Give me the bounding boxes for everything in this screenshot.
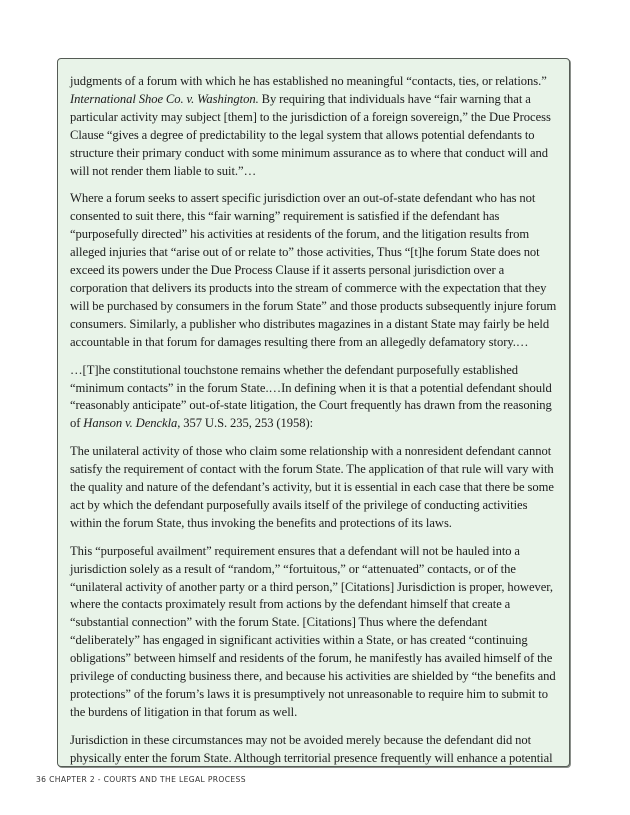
excerpt-paragraph-1 bbox=[70, 73, 558, 180]
excerpt-paragraph-3 bbox=[70, 362, 558, 434]
excerpt-paragraph-6 bbox=[70, 732, 558, 767]
paragraph-text: Where a forum seeks to assert specific jurisdiction over an out-of-state defendant who has not consented to suit there, this “fair warning” requirement is satisfied if the defendant has “purposefully directed” his activities at residents of the forum, and the litigation results from alleged injuries that “arise out of or relate to” those activities, Thus “[t]he forum State does not exceed its powers under the Due Process Clause if it asserts personal jurisdiction over a corporation that delivers its products into the stream of commerce with the expectation that they will be purchased by consumers in the forum State” and those products subsequently injure forum consumers. Similarly, a publisher who distributes magazines in a distant State may fairly be held accountable in that forum for damages resulting there from an allegedly defamatory story.… bbox=[70, 191, 557, 349]
case-citation: International Shoe Co. v. Washington. bbox=[70, 91, 259, 106]
excerpt-paragraph-4 bbox=[70, 443, 558, 533]
paragraph-text: This “purposeful availment” requirement ensures that a defendant will not be hauled into a jurisdiction solely as a result of “random,” “fortuitous,” or “attenuated” contacts, or of the “unilateral activity of another party or a third person,” [Citations] Jurisdiction is proper, however, where the contacts proximately result from actions by the defendant himself that create a “substantial connection” with the forum State. [Citations] Thus where the defendant “deliberately” has engaged in significant activities within a State, or has created “continuing obligations” between himself and residents of the forum, he manifestly has availed himself of the privilege of conducting business there, and because his activities are shielded by “the benefits and protections” of the forum’s laws it is presumptively not unreasonable to require him to submit to the burdens of litigation in that forum as well. bbox=[70, 543, 556, 719]
paragraph-text: By requiring that individuals have “fair warning that a particular activity may subject [them] to the jurisdiction of a foreign sovereign,” the Due Process Clause “gives a degree of predictability to the legal system that allows potential defendants to structure their primary conduct with some minimum assurance as to where that conduct will and will not render them liable to suit.”… bbox=[70, 91, 551, 178]
paragraph-text: The unilateral activity of those who claim some relationship with a nonresident defendant cannot satisfy the requirement of contact with the forum State. The application of that rule will vary with the quality and nature of the defendant’s activity, but it is essential in each case that there be some act by which the defendant purposefully avails itself of the privilege of conducting activities within the forum State, thus invoking the benefits and protections of its laws. bbox=[70, 444, 554, 530]
paragraph-text: …[T]he constitutional touchstone remains whether the defendant purposefully established “minimum contacts” in the forum State.…In defining when it is that a potential defendant should “reasonably anticipate” out-of-state litigation, the Court frequently has drawn from the reasoning of bbox=[70, 362, 552, 431]
excerpt-paragraph-5 bbox=[70, 543, 558, 722]
paragraph-text: Jurisdiction in these circumstances may not be avoided merely because the defendant did not physically enter the forum State. Although territorial presence frequently will enhance a potential bbox=[70, 732, 553, 765]
page-footer: 36 CHAPTER 2 - COURTS AND THE LEGAL PROCESS bbox=[36, 775, 246, 784]
paragraph-text: judgments of a forum with which he has established no meaningful “contacts, ties, or relations.” bbox=[70, 74, 547, 88]
case-citation: Hanson v. Denckla bbox=[83, 416, 178, 431]
case-excerpt-box bbox=[57, 58, 570, 767]
paragraph-text: , 357 U.S. 235, 253 (1958): bbox=[177, 416, 314, 431]
excerpt-paragraph-2 bbox=[70, 190, 558, 351]
